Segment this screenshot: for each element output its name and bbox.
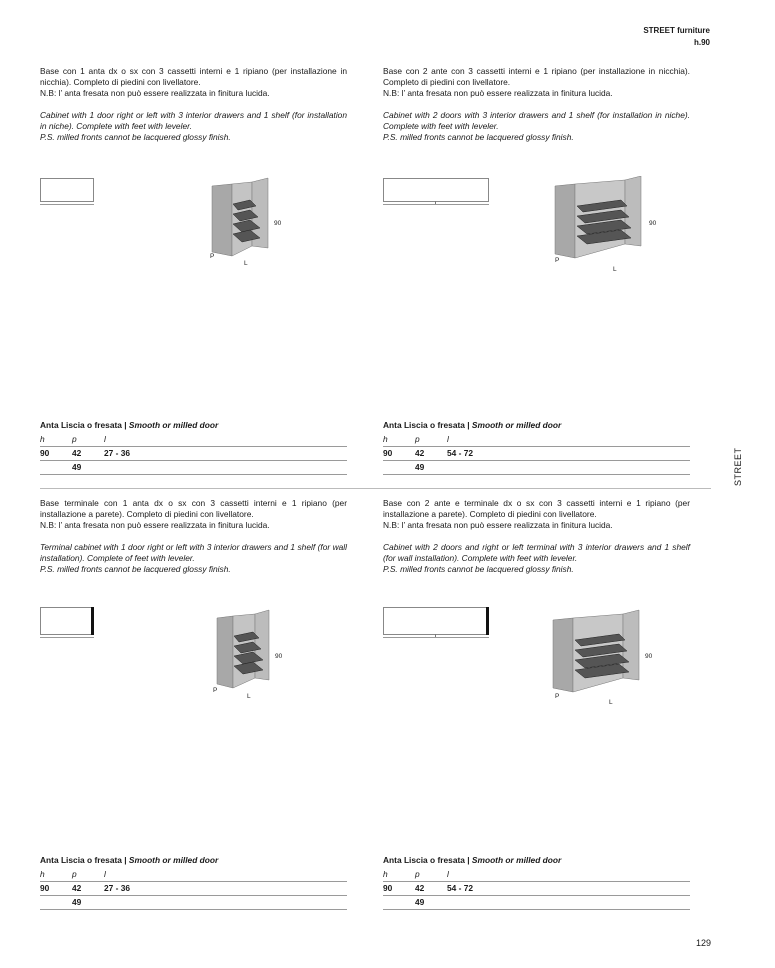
dimensions-table-1 [40, 420, 347, 475]
cabinet-illustration-3 [205, 606, 300, 706]
side-section-label: STREET [733, 447, 743, 486]
table-header-row [40, 868, 347, 882]
cell-l: 54 - 72 [447, 883, 474, 893]
product-description-1 [40, 66, 347, 143]
cell-p: 49 [415, 462, 425, 472]
header-p: p [415, 434, 420, 444]
table-row [40, 447, 347, 461]
cell-p: 42 [72, 448, 82, 458]
table-title-english: Smooth or milled door [471, 855, 562, 865]
description-english: Cabinet with 2 doors with 3 interior drawers and 1 shelf (for installation in niche). Complete with feet with leveler. P.S. milled fronts cannot be lacquered glossy finish. [383, 110, 690, 142]
dimensions-table-2 [383, 420, 690, 475]
dim-depth-label: P [210, 253, 215, 260]
page-number: 129 [696, 938, 712, 948]
dim-height-label: 90 [645, 653, 653, 660]
cell-p: 42 [72, 883, 82, 893]
cell-h: 90 [383, 883, 393, 893]
header-l: l [447, 869, 449, 879]
cell-p: 42 [415, 448, 425, 458]
header-l: l [104, 869, 106, 879]
cell-h: 90 [383, 448, 393, 458]
dim-width-label: L [613, 266, 617, 273]
description-english: Terminal cabinet with 1 door right or left with 3 interior drawers and 1 shelf (for wall installation). Complete of feet with leveler. P.S. milled fronts cannot be lacquered glossy finish. [40, 542, 347, 574]
description-italian: Base con 2 ante con 3 cassetti interni e 1 ripiano (per installazione in nicchia). Completo di piedini con livellatore. N.B: l’ anta fresata non può essere realizzata in finitura lucida. [383, 66, 690, 98]
cell-p: 42 [415, 883, 425, 893]
header-h: h [383, 869, 388, 879]
table-row [383, 896, 690, 910]
table-title-italian: Anta Liscia o fresata | [40, 420, 129, 430]
dim-height-label: 90 [649, 220, 657, 227]
table-title [40, 855, 347, 868]
table-title [40, 420, 347, 433]
cell-l: 27 - 36 [104, 883, 131, 893]
dim-height-label: 90 [275, 653, 283, 660]
header-subtitle: h.90 [693, 38, 710, 47]
table-header-row [383, 868, 690, 882]
dim-width-label: L [609, 699, 613, 706]
table-title-italian: Anta Liscia o fresata | [40, 855, 129, 865]
description-italian: Base terminale con 1 anta dx o sx con 3 cassetti interni e 1 ripiano (per installazione a parete). Completo di piedini con livellatore. N.B: l’ anta fresata non può essere realizzata in finitura lucida. [40, 498, 347, 530]
cabinet-illustration-1 [200, 176, 295, 271]
header-h: h [383, 434, 388, 444]
table-row [40, 896, 347, 910]
dim-width-label: L [247, 693, 251, 700]
table-header-row [40, 433, 347, 447]
table-title [383, 855, 690, 868]
cabinet-illustration-2 [545, 176, 665, 276]
table-header-row [383, 433, 690, 447]
cabinet-illustration-4 [545, 606, 665, 711]
cell-p: 49 [415, 897, 425, 907]
table-row [383, 461, 690, 475]
product-description-4 [383, 498, 690, 575]
dim-depth-label: P [555, 693, 560, 700]
cell-h: 90 [40, 448, 50, 458]
table-row [383, 882, 690, 896]
dim-depth-label: P [555, 257, 560, 264]
header-p: p [72, 434, 77, 444]
dim-depth-label: P [213, 687, 218, 694]
cell-l: 54 - 72 [447, 448, 474, 458]
description-italian: Base con 2 ante e terminale dx o sx con 3 cassetti interni e 1 ripiano (per installazione a parete). Completo di piedini con livellatore. N.B: l’ anta fresata non può essere realizzata in finitura lucida. [383, 498, 690, 530]
header-l: l [104, 434, 106, 444]
cell-h: 90 [40, 883, 50, 893]
description-italian: Base con 1 anta dx o sx con 3 cassetti interni e 1 ripiano (per installazione in nicchia). Completo di piedini con livellatore. N.B: l’ anta fresata non può essere realizzata in finitura lucida. [40, 66, 347, 98]
header-l: l [447, 434, 449, 444]
header-h: h [40, 869, 45, 879]
section-divider [40, 488, 711, 489]
header-p: p [415, 869, 420, 879]
product-description-2 [383, 66, 690, 143]
cell-l: 27 - 36 [104, 448, 131, 458]
header-h: h [40, 434, 45, 444]
description-english: Cabinet with 1 door right or left with 3 interior drawers and 1 shelf (for installation in niche). Complete with feet with leveler. P.S. milled fronts cannot be lacquered glossy finish. [40, 110, 347, 142]
table-row [40, 461, 347, 475]
table-title-italian: Anta Liscia o fresata | [383, 420, 472, 430]
header-p: p [72, 869, 77, 879]
catalog-header [643, 25, 710, 49]
table-title [383, 420, 690, 433]
product-description-3 [40, 498, 347, 575]
table-row [383, 447, 690, 461]
description-english: Cabinet with 2 doors and right or left terminal with 3 interior drawers and 1 shelf (for wall installation). Complete with feet with leveler. P.S. milled fronts cannot be lacquered glossy finish. [383, 542, 690, 574]
table-title-english: Smooth or milled door [128, 855, 219, 865]
header-title: STREET furniture [643, 26, 710, 35]
dim-width-label: L [244, 260, 248, 267]
table-title-italian: Anta Liscia o fresata | [383, 855, 472, 865]
cell-p: 49 [72, 897, 82, 907]
table-title-english: Smooth or milled door [128, 420, 219, 430]
table-title-english: Smooth or milled door [471, 420, 562, 430]
dimensions-table-3 [40, 855, 347, 910]
table-row [40, 882, 347, 896]
dim-height-label: 90 [274, 220, 282, 227]
dimensions-table-4 [383, 855, 690, 910]
cell-p: 49 [72, 462, 82, 472]
